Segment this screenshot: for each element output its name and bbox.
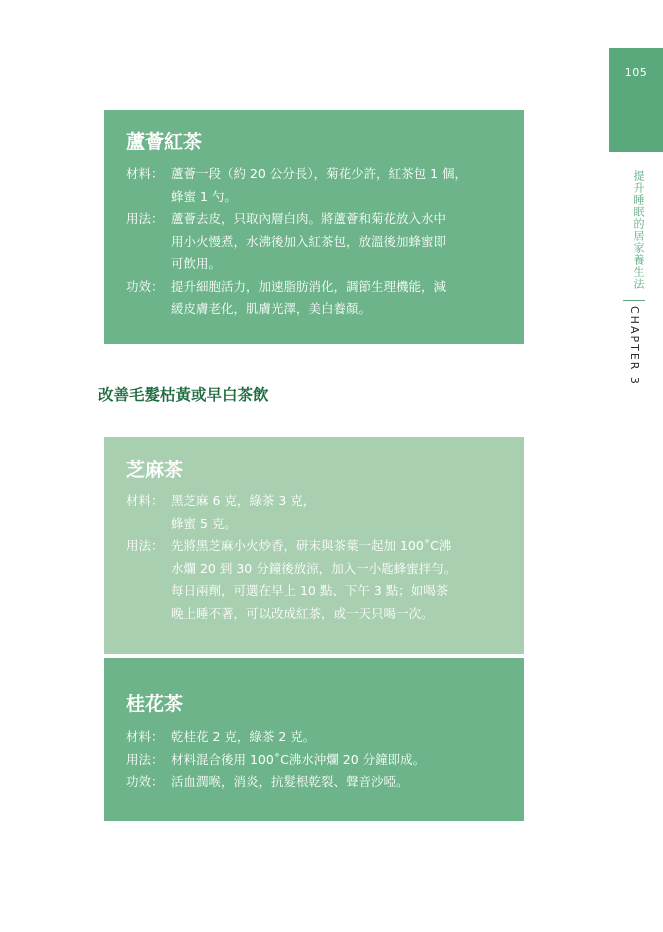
row-label: 用法： [126,211,164,226]
recipe-title: 芝麻茶 [126,459,184,481]
row-text [171,208,504,276]
recipe-title: 桂花茶 [126,693,184,715]
row-label: 材料： [126,166,164,181]
text-line: 活血潤喉，消炎，抗髮根乾裂、聲音沙啞。 [171,774,409,789]
recipe-row-effects [126,276,504,321]
row-label: 材料： [126,493,164,508]
recipe-box-sesame-tea [104,437,524,654]
row-text [171,535,504,625]
row-label: 用法： [126,751,164,767]
page-number: 105 [624,66,648,79]
row-label: 功效： [126,278,164,294]
recipe-rows [126,163,504,321]
row-text [171,726,504,749]
text-line: 可飲用。 [171,256,222,271]
recipe-row-ingredients [126,726,504,749]
recipe-rows [126,726,504,794]
text-line: 水爛 20 到 30 分鐘後放涼，加入一小匙蜂蜜拌勻。 [171,560,457,576]
chapter-tab [609,48,663,152]
row-text [171,163,504,208]
recipe-row-ingredients [126,163,504,208]
side-divider [623,300,645,301]
recipe-row-usage [126,749,504,772]
text-line: 材料混合後用 100˚C沸水沖爛 20 分鐘即成。 [171,751,426,767]
text-line: 黑芝麻 6 克，綠茶 3 克， [171,493,316,508]
row-label: 功效： [126,774,164,789]
row-text [171,490,504,535]
row-text [171,276,504,321]
recipe-box-aloe-black-tea [104,110,524,344]
recipe-row-effects [126,771,504,794]
text-line: 蘆薈去皮，只取內層白肉。將蘆薈和菊花放入水中 [171,211,447,226]
text-line: 提升細胞活力，加速脂肪消化，調節生理機能，減 [171,278,447,294]
recipe-row-usage [126,535,504,625]
text-line: 蜂蜜 5 克。 [171,515,237,531]
recipe-row-ingredients [126,490,504,535]
recipe-rows [126,490,504,625]
text-line: 先將黑芝麻小火炒香，研末與茶葉一起加 100˚C沸 [171,538,452,553]
row-label: 材料： [126,729,164,744]
text-line: 晚上睡不著，可以改成紅茶，或一天只喝一次。 [171,605,434,621]
text-line: 用小火慢煮，水沸後加入紅茶包，放溫後加蜂蜜即 [171,233,447,249]
recipe-title: 蘆薈紅茶 [126,131,203,153]
section-heading: 改善毛髮枯黃或早白茶飲 [98,386,269,404]
side-running-title: 提升睡眠的居家養生法 [632,170,645,290]
text-line: 蜂蜜 1 勺。 [171,188,237,204]
recipe-box-osmanthus-tea [104,658,524,821]
text-line: 每日兩劑，可選在早上 10 點、下午 3 點；如喝茶 [171,583,449,598]
side-chapter-label: CHAPTER 3 [628,306,641,386]
text-line: 乾桂花 2 克，綠茶 2 克。 [171,729,316,744]
text-line: 緩皮膚老化，肌膚光澤，美白養顏。 [171,301,372,316]
recipe-row-usage [126,208,504,276]
row-text [171,749,504,772]
row-label: 用法： [126,538,164,553]
text-line: 蘆薈一段（約 20 公分長），菊花少許，紅茶包 1 個， [171,166,468,181]
row-text [171,771,504,794]
